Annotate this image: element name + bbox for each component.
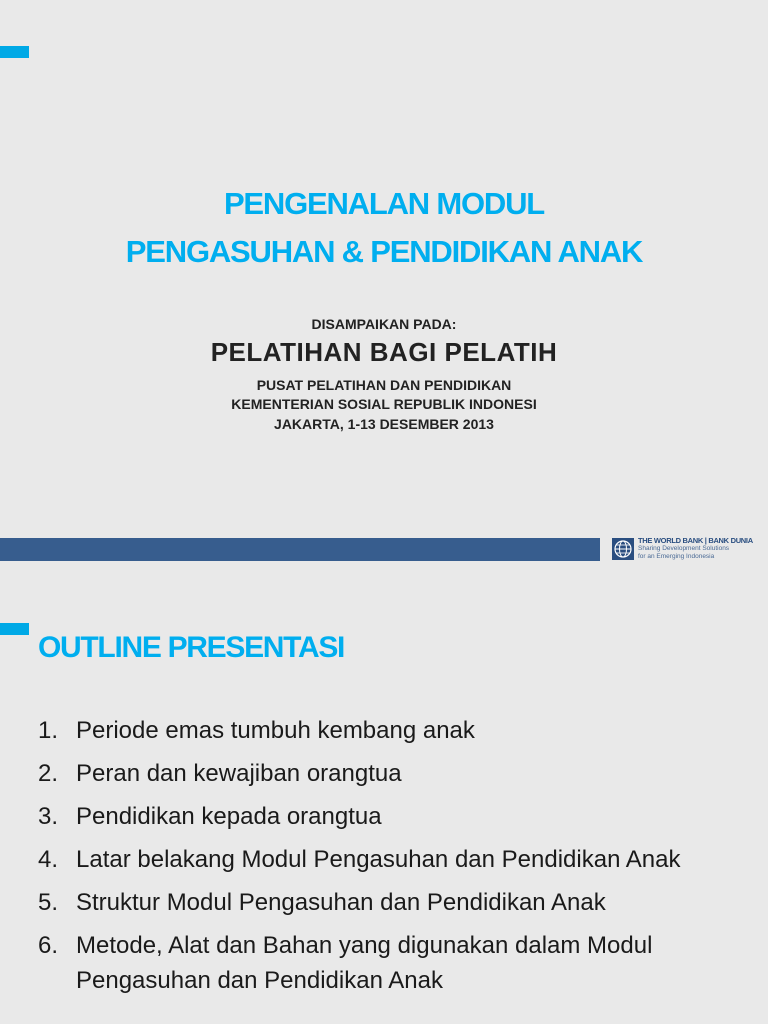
list-item	[38, 842, 738, 877]
world-bank-logo	[610, 537, 760, 563]
outline-list	[38, 713, 738, 1006]
list-item-number: 4.	[38, 846, 59, 873]
list-item-text: Periode emas tumbuh kembang anak	[76, 717, 475, 744]
world-bank-emblem-icon	[612, 538, 634, 560]
world-bank-text	[638, 537, 766, 561]
world-bank-brand: THE WORLD BANK | BANK DUNIA	[638, 536, 753, 545]
event-name: PELATIHAN BAGI PELATIH	[210, 337, 558, 367]
list-item-number: 3.	[38, 803, 59, 830]
list-item-number: 1.	[38, 717, 59, 744]
outline-slide	[0, 580, 768, 1024]
list-item-text: Pendidikan kepada orangtua	[76, 803, 382, 830]
list-item-number: 2.	[38, 760, 59, 787]
list-item-text: Latar belakang Modul Pengasuhan dan Pendidikan Anak	[76, 846, 681, 873]
list-item	[38, 756, 738, 791]
footer-band	[0, 538, 600, 561]
list-item-number: 5.	[38, 889, 59, 916]
outline-title: OUTLINE PRESENTASI	[38, 631, 345, 664]
slide-title-line-2: PENGASUHAN & PENDIDIKAN ANAK	[125, 234, 643, 269]
accent-bar	[0, 623, 29, 635]
list-item-text: Struktur Modul Pengasuhan dan Pendidikan Anak	[76, 889, 606, 916]
slide-title-line-1: PENGENALAN MODUL	[223, 186, 545, 221]
list-item	[38, 799, 738, 834]
world-bank-tagline-2: for an Emerging Indonesia	[638, 553, 715, 560]
list-item	[38, 928, 738, 998]
list-item-text: Metode, Alat dan Bahan yang digunakan dalam Modul Pengasuhan dan Pendidikan Anak	[76, 932, 653, 994]
list-item	[38, 713, 738, 748]
list-item	[38, 885, 738, 920]
location-date: JAKARTA, 1-13 DESEMBER 2013	[274, 416, 494, 432]
delivered-label: DISAMPAIKAN PADA:	[311, 316, 457, 332]
world-bank-tagline-1: Sharing Development Solutions	[638, 545, 730, 552]
accent-bar	[0, 46, 29, 58]
list-item-number: 6.	[38, 932, 59, 959]
list-item-text: Peran dan kewajiban orangtua	[76, 760, 402, 787]
organization-line-2: KEMENTERIAN SOSIAL REPUBLIK INDONESI	[231, 396, 537, 412]
organization-line-1: PUSAT PELATIHAN DAN PENDIDIKAN	[256, 377, 512, 393]
